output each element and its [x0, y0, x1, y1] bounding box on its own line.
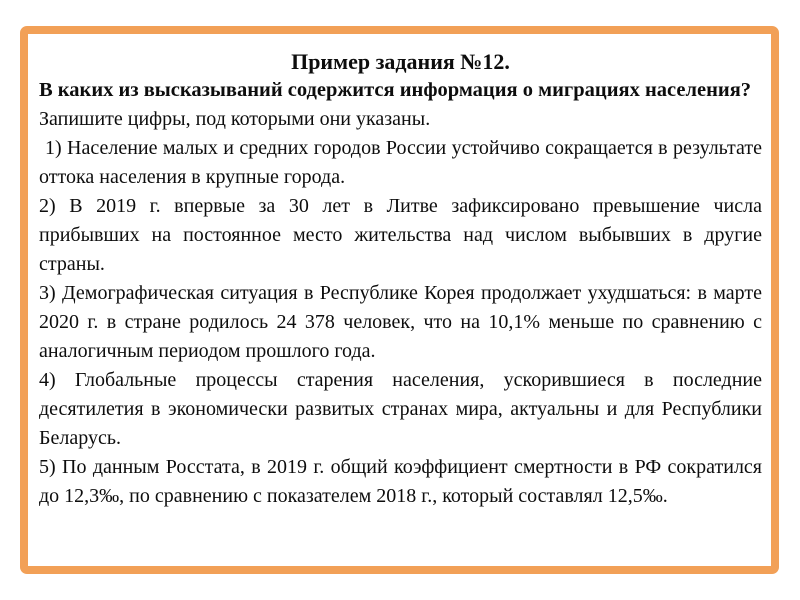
task-question: В каких из высказываний содержится информация о миграциях населения? — [39, 79, 752, 101]
statement-5: 5) По данным Росстата, в 2019 г. общий коэффициент смертности в РФ сократился до 12,3‰, по сравнению с показателем 2018 г., который составлял 12,5‰. — [39, 456, 762, 507]
orange-border-frame — [20, 26, 779, 574]
task-instruction: Запишите цифры, под которыми они указаны. — [39, 108, 431, 130]
slide-content — [28, 34, 771, 511]
statement-2: 2) В 2019 г. впервые за 30 лет в Литве зафиксировано превышение числа прибывших на постоянное место жительства над числом выбывших в другие страны. — [39, 195, 762, 275]
statement-4: 4) Глобальные процессы старения населения, ускорившиеся в последние десятилетия в экономически развитых странах мира, актуальны и для Республики Беларусь. — [39, 369, 762, 449]
page-title: Пример задания №12. — [291, 49, 510, 74]
statement-1: 1) Население малых и средних городов России устойчиво сокращается в результате оттока населения в крупные города. — [39, 137, 762, 188]
statement-3: 3) Демографическая ситуация в Республике Корея продолжает ухудшаться: в марте 2020 г. в стране родилось 24 378 человек, что на 10,1% меньше по сравнению с аналогичным периодом прошлого года. — [39, 282, 762, 362]
